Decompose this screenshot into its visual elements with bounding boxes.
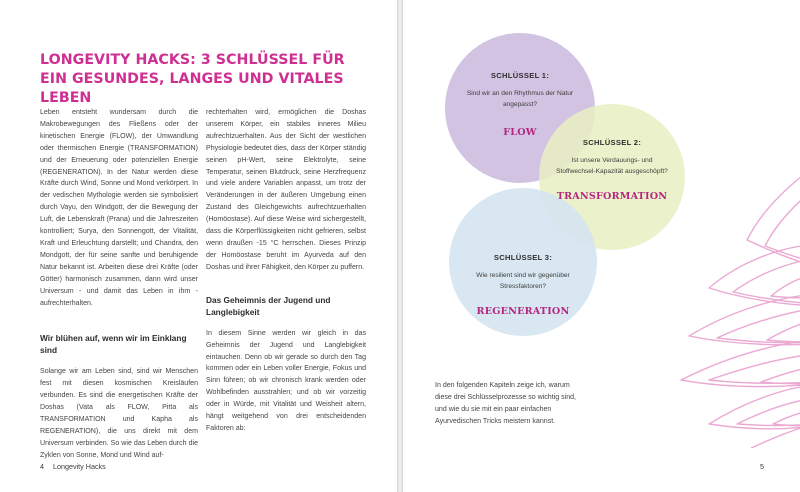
mandala-ornament-icon — [665, 148, 800, 448]
right-body-text: In den folgenden Kapiteln zeige ich, warum diese drei Schlüsselprozesse so wichtig sind, und wie du sie mit ein paar einfachen Ayurvedischen Tricks meistern kannst. — [435, 382, 577, 425]
key3-label: SCHLÜSSEL 3: — [493, 253, 553, 262]
key3-word: REGENERATION — [476, 306, 570, 317]
key1-block — [465, 71, 575, 138]
section-heading-geheimnis: Das Geheimnis der Jugend und Langlebigkeit — [206, 294, 331, 317]
key2-word: TRANSFORMATION — [556, 191, 668, 202]
right-page — [403, 0, 800, 492]
section-heading-einklang: Wir blühen auf, wenn wir im Einklang sind — [40, 333, 187, 356]
homeostasis-paragraph: rechterhalten wird, ermöglichen die Doshas unserem Körper, ein stabiles inneres Milieu aufrechtzuerhalten. Aus der Sicht der westlichen Physiologie bedeutet dies, dass der Körper ständig seinen pH-Wert, seine Elektrolyte, seine Temperatur, seinen Blutdruck, seine Herzfrequenz und viele andere Variablen anpasst, um trotz der Veränderungen in der äußeren Umgebung einen Zustand des Gleichgewichts aufrechtzuerhalten (Homöostase). Auf diese Weise wird sichergestellt, dass die Körperflüssigkeiten nicht gefrieren, selbst wenn draußen -15 °C herrschen. Dieses Prinzip der Homöostase beruht im Ayurveda auf den Doshas und ihrer Fähigkeit, den Körper zu puffern. — [206, 109, 366, 271]
page-footer-left — [40, 462, 106, 471]
page-title: LONGEVITY HACKS: 3 SCHLÜSSEL FÜR EIN GESUNDES, LANGES UND VITALES LEBEN — [40, 52, 345, 106]
einklang-paragraph: Solange wir am Leben sind, sind wir Menschen fest mit diesen kosmischen Kreisläufen verbunden. Es sind die energetischen Kräfte der Doshas (Vata als FLOW, Pitta als TRANSFORMATION und Kapha als REGENERATION), die uns direkt mit dem Universum verbinden. So wie das Leben durch die Zyklen von Sonne, Mond und Wind auf- — [40, 368, 198, 459]
key3-block — [467, 253, 579, 317]
key1-question: Sind wir an den Rhythmus der Natur angepasst? — [466, 90, 574, 108]
key2-block — [552, 138, 672, 202]
page-number-right: 5 — [760, 462, 764, 471]
text-column-2 — [206, 107, 366, 435]
key3-question: Wie resilient sind wir gegenüber Stressfaktoren? — [476, 272, 570, 290]
text-column-1 — [40, 107, 198, 462]
key1-word: FLOW — [503, 127, 537, 138]
key2-label: SCHLÜSSEL 2: — [582, 138, 642, 147]
geheimnis-paragraph: In diesem Sinne werden wir gleich in das Geheimnis der Jugend und Langlebigkeit eintauchen. Denn ob wir gerade so durch den Tag kommen oder ein Leben voller Energie, Fokus und Sinn führen; ob wir chronisch krank werden oder Wohlbefinden ausstrahlen; und ob wir vorzeitig oder in Würde, mit Vitalität und Weisheit altern, hängt weitgehend von drei entscheidenden Faktoren ab: — [206, 329, 366, 432]
running-title: Longevity Hacks — [53, 462, 106, 471]
key1-label: SCHLÜSSEL 1: — [490, 71, 550, 80]
page-number-left: 4 — [40, 462, 44, 471]
key2-question: Ist unsere Verdauungs- und Stoffwechsel-Kapazität ausgeschöpft? — [556, 157, 668, 175]
left-page — [0, 0, 397, 492]
intro-paragraph: Leben entsteht wundersam durch die Makrobewegungen des Fließens oder der kinetischen Energie (FLOW), der Umwandlung oder thermischen Energie (TRANSFORMATION) und der Erneuerung oder potenziellen Energie (REGENERATION). In der Natur werden diese Kräfte durch Wind, Sonne und Mond verkörpert. In der vedischen Mythologie werden sie symbolisiert durch Vayu, den Windgott, der die Bewegung der Luft, die Lebenskraft (Prana) und die Jahreszeiten kontrolliert; Surya, den Sonnengott, der Vitalität, Kraft und Erleuchtung darstellt; und Chandra, den Mondgott, der für seine sanfte und beruhigende Natur bekannt ist. Arbeiten diese drei Kräfte (oder Götter) harmonisch zusammen, dann wird unser Universum - und damit das Leben in ihm - aufrechterhalten. — [40, 109, 198, 307]
